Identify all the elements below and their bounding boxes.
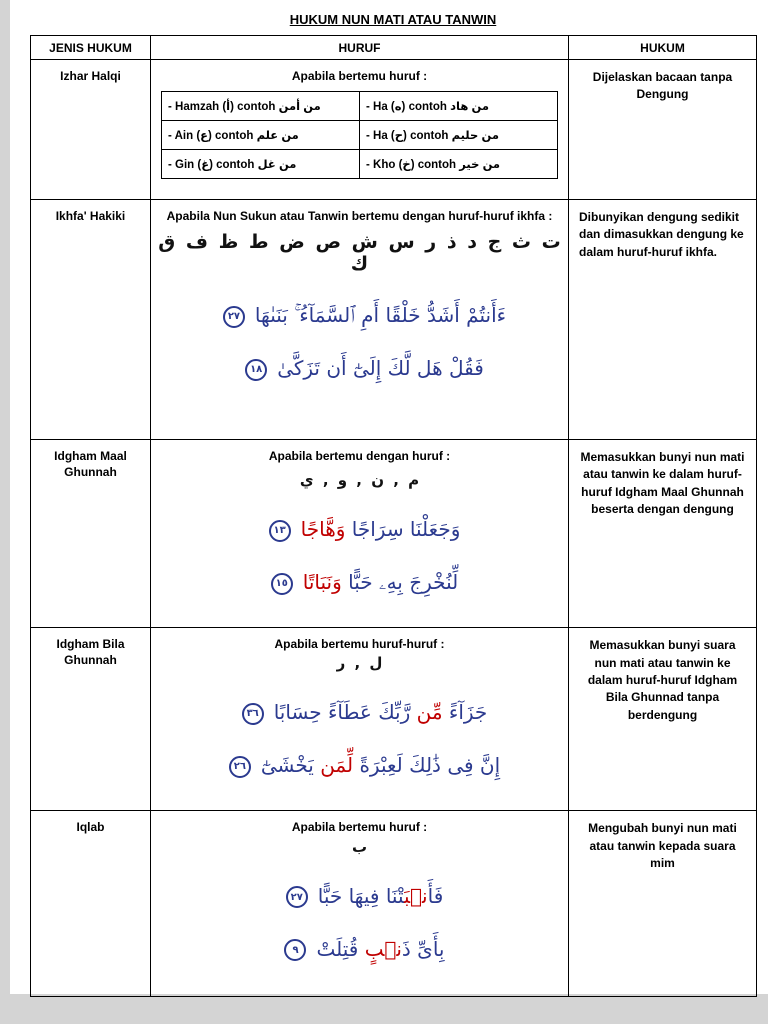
- ayah-number: ٢٦: [233, 761, 246, 773]
- verse-segment: إِنَّ فِى ذَٰلِكَ لَعِبْرَةً: [353, 753, 501, 778]
- verse-segment-red: وَهَّاجًا: [300, 517, 346, 542]
- rule-description: Dibunyikan dengung sedikit dan dimasukkan dengung ke dalam huruf-huruf ikhfa.: [569, 200, 757, 440]
- verse-segment-red: نۢبَ: [404, 883, 428, 908]
- document-page: [30, 8, 756, 997]
- example-row: [162, 150, 558, 179]
- ayah-number: ٢٧: [290, 891, 303, 903]
- idgham-bila-letters: ل , ر: [336, 654, 383, 673]
- huruf-cell: [151, 60, 569, 200]
- ayah-number-marker: [286, 886, 308, 908]
- huruf-intro: Apabila Nun Sukun atau Tanwin bertemu dengan huruf-huruf ikhfa :: [166, 209, 553, 223]
- rule-name: Izhar Halqi: [31, 60, 151, 200]
- verse-segment: قُتِلَتْ: [316, 936, 365, 961]
- verse-segment: تْنَا فِيهَا حَبًّا: [317, 883, 404, 908]
- quran-verse: [156, 302, 563, 328]
- ayah-number-marker: [223, 306, 245, 328]
- column-header-jenis-hukum: JENIS HUKUM: [31, 36, 151, 60]
- rule-description: Dijelaskan bacaan tanpa Dengung: [569, 60, 757, 200]
- bottom-margin-strip: [0, 994, 768, 1024]
- huruf-intro: Apabila bertemu huruf :: [291, 820, 428, 835]
- quran-verse: [156, 883, 563, 909]
- column-header-huruf: HURUF: [151, 36, 569, 60]
- rule-description: Memasukkan bunyi nun mati atau tanwin ke dalam huruf-huruf Idgham Maal Ghunnah beserta dengan dengung: [569, 440, 757, 628]
- huruf-cell: [151, 628, 569, 811]
- page-title: HUKUM NUN MATI ATAU TANWIN: [289, 12, 497, 27]
- verse-segment-red: لِّمَن: [320, 753, 354, 778]
- table-row-iqlab: [31, 811, 757, 997]
- ayah-number: ١٨: [250, 364, 263, 376]
- example-cell: - Gin (غ) contoh من غل: [162, 150, 360, 179]
- quran-verse: [156, 516, 563, 542]
- ayah-number-marker: [269, 520, 291, 542]
- verse-segment: ءَأَنتُمْ أَشَدُّ خَلْقًا أَمِ ٱلسَّمَآءُ ۚ بَنَىٰهَا: [254, 303, 507, 328]
- verse-segment: جَزَآءً: [442, 700, 488, 725]
- verse-segment: فَقُلْ هَل لَّكَ إِلَىٰٓ أَن تَزَكَّىٰ: [277, 356, 484, 381]
- rule-description: Mengubah bunyi nun mati atau tanwin kepada suara mim: [569, 811, 757, 997]
- huruf-cell: [151, 811, 569, 997]
- verse-segment-red: مِّن: [416, 700, 443, 725]
- ayah-number: ٢٧: [227, 311, 241, 323]
- example-cell: - Ha (ه) contoh من هاد: [360, 92, 558, 121]
- example-cell: - Kho (خ) contoh من خير: [360, 150, 558, 179]
- verse-segment: وَجَعَلْنَا سِرَاجًا: [345, 517, 461, 542]
- huruf-intro: Apabila bertemu huruf :: [291, 69, 428, 83]
- column-header-hukum: HUKUM: [569, 36, 757, 60]
- idgham-maal-letters: م , ن , و , ي: [299, 471, 420, 490]
- left-margin-strip: [0, 0, 10, 1024]
- rule-name: Idgham Maal Ghunnah: [31, 440, 151, 628]
- ayah-number: ٩: [292, 944, 299, 956]
- ayah-number: ١٣: [273, 525, 286, 537]
- ayah-number-marker: [284, 939, 306, 961]
- example-cell: - Hamzah (أ) contoh من أمن: [162, 92, 360, 121]
- verse-segment-red: نۢبٍ: [364, 936, 402, 961]
- huruf-intro: Apabila bertemu dengan huruf :: [268, 449, 451, 463]
- quran-verse: [156, 699, 563, 725]
- verse-segment: لِّنُخْرِجَ بِهِۦ حَبًّا: [341, 570, 459, 595]
- example-cell: - Ha (ح) contoh من حليم: [360, 121, 558, 150]
- rule-name: Iqlab: [31, 811, 151, 997]
- iqlab-letter: ب: [351, 837, 368, 856]
- huruf-cell: [151, 440, 569, 628]
- ayah-number-marker: [229, 756, 251, 778]
- huruf-intro: Apabila bertemu huruf-huruf :: [274, 637, 445, 652]
- quran-verse: [156, 752, 563, 778]
- rule-name: Ikhfa' Hakiki: [31, 200, 151, 440]
- table-header-row: [31, 36, 757, 60]
- huruf-cell: [151, 200, 569, 440]
- ikhfa-letters: ت ث ج د ذ ر س ش ص ض ط ظ ف ق ك: [158, 231, 561, 276]
- table-row-ikhfa-hakiki: [31, 200, 757, 440]
- verse-segment-red: وَنَبَاتًا: [302, 570, 342, 595]
- ayah-number: ١٥: [275, 578, 288, 590]
- tajweed-table: [30, 35, 757, 997]
- ayah-number-marker: [271, 573, 293, 595]
- rule-description: Memasukkan bunyi suara nun mati atau tanwin ke dalam huruf-huruf Idgham Bila Ghunnad tanpa berdengung: [569, 628, 757, 811]
- rule-name: Idgham Bila Ghunnah: [31, 628, 151, 811]
- example-row: [162, 121, 558, 150]
- table-row-idgham-bila-ghunnah: [31, 628, 757, 811]
- quran-verse: [156, 355, 563, 381]
- verse-segment: يَخْشَىٰٓ: [260, 753, 321, 778]
- verse-segment: بِأَىِّ ذَ: [401, 936, 445, 961]
- ayah-number-marker: [245, 359, 267, 381]
- table-row-idgham-maal-ghunnah: [31, 440, 757, 628]
- example-row: [162, 92, 558, 121]
- verse-segment: فَأَ: [427, 883, 444, 908]
- ayah-number-marker: [242, 703, 264, 725]
- table-row-izhar-halqi: [31, 60, 757, 200]
- quran-verse: [156, 936, 563, 962]
- quran-verse: [156, 569, 563, 595]
- verse-segment: رَّبِّكَ عَطَآءً حِسَابًا: [273, 700, 417, 725]
- izhar-examples-table: [161, 91, 558, 179]
- ayah-number: ٣٦: [246, 708, 259, 720]
- example-cell: - Ain (ع) contoh من علم: [162, 121, 360, 150]
